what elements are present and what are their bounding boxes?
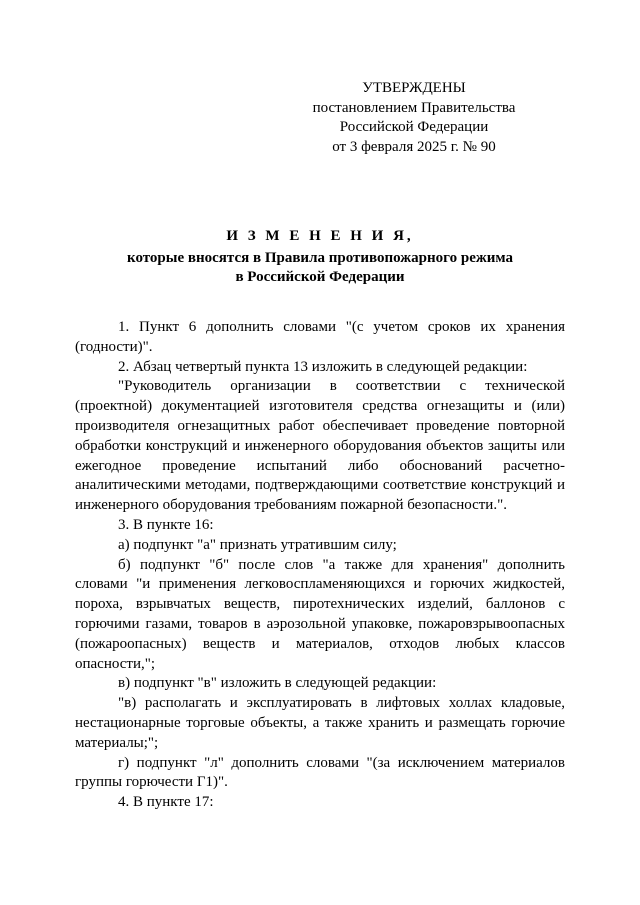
document-title: И З М Е Н Е Н И Я, [226,228,414,244]
approval-line: постановлением Правительства [312,99,516,116]
approval-date: от 3 февраля 2025 г. № 90 [332,138,496,155]
document-subtitle [60,249,580,287]
paragraph: "в) располагать и эксплуатировать в лифтовых холлах кладовые, нестационарные торговые объекты, а также хранить и размещать горючие материалы;"; [75,695,565,751]
subtitle-line: в Российской Федерации [235,269,405,285]
paragraph: а) подпункт "а" признать утратившим силу; [118,536,397,553]
paragraph: б) подпункт "б" после слов "а также для хранения" дополнить словами "и применения легковоспламеняющихся и горючих жидкостей, пороха, взрывчатых веществ, пиротехнических изделий, баллонов с горючими газами, товаров в аэрозольной упаковке, пожаровзрывоопасных (пожароопасных) веществ и материалов, отходов любых классов опасности,"; [75,556,565,672]
approval-heading: УТВЕРЖДЕНЫ [362,80,466,96]
paragraph: в) подпункт "в" изложить в следующей редакции: [118,675,437,692]
paragraph: 2. Абзац четвертый пункта 13 изложить в следующей редакции: [118,358,528,375]
approval-stamp [284,79,544,157]
paragraph: "Руководитель организации в соответствии с технической (проектной) документацией изготовителя средства огнезащиты и (или) производителя огнезащитных работ обеспечивает проведение повторной обработки конструкций и инженерного оборудования объектов защиты или ежегодное проведение испытаний либо обоснований расчетно-аналитическими методами, подтверждающими соответствие конструкций и инженерного оборудования требованиям пожарной безопасности.". [75,378,565,514]
approval-line: Российской Федерации [339,119,489,135]
document-body [75,318,565,813]
subtitle-line: которые вносятся в Правила противопожарного режима [127,250,513,266]
paragraph: 3. В пункте 16: [118,516,214,533]
paragraph: 4. В пункте 17: [118,794,214,811]
paragraph: 1. Пункт 6 дополнить словами "(с учетом сроков их хранения (годности)". [75,319,565,355]
paragraph: г) подпункт "л" дополнить словами "(за исключением материалов группы горючести Г1)". [75,754,565,791]
